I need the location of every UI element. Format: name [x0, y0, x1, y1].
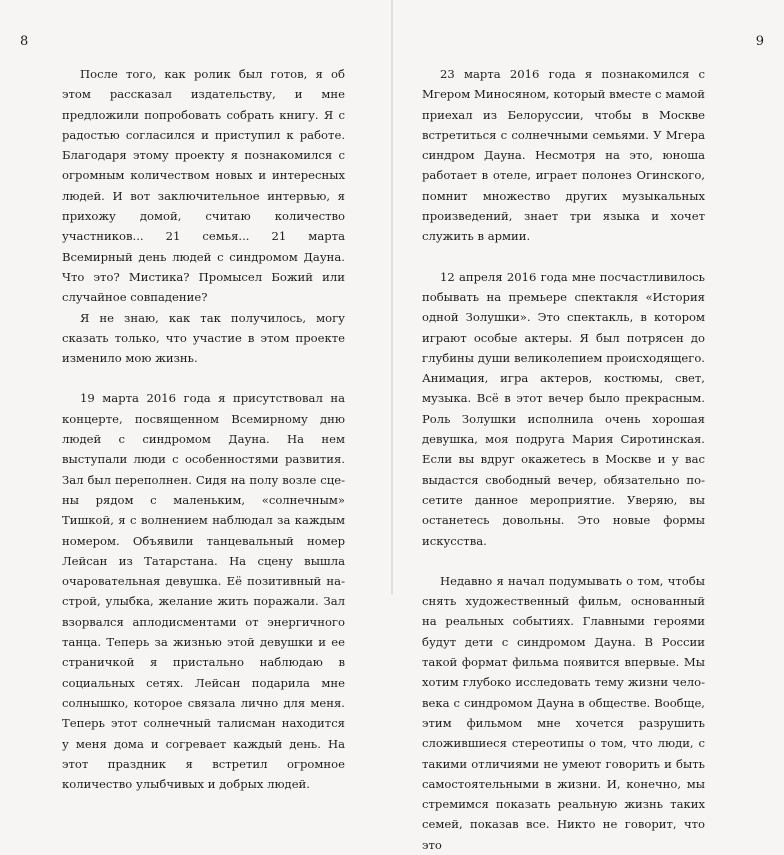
paragraph: 23 марта 2016 года я познакомился с Мгером Миносяном, который вместе с мамой приехал из Белоруссии, чтобы в Москве встретиться с солнечными семьями. У Мгера синдром Дауна. Несмотря на это, юноша работает в отеле, играет полонез Огинского, помнит множество других музыкальных произведений, знает три языка и хочет служить в армии.	[422, 67, 705, 244]
paragraph: 12 апреля 2016 года мне посчастливилось побывать на премьере спектакля «История одной Золушки». Это спектакль, в котором играют особые актеры. Я был потрясен до глубины души великолепием происходящего. Анимация, игра актеров, костюмы, свет, музыка. Всё в этот вечер было прекрасным. Роль Золушки исполнила очень хорошая девушка, моя подруга Мария Сиротинская. Если вы вдруг окажетесь в Москве и у вас выдастся свободный вечер, обязательно посетите данное мероприятие. Уверяю, вы останетесь довольны. Это новые формы искусства.	[422, 269, 705, 548]
page-number-right: 9	[755, 34, 764, 49]
left-page	[0, 0, 392, 792]
paragraph: Я не знаю, как так получилось, могу сказать только, что участие в этом проекте изменило мою жизнь.	[62, 310, 345, 366]
paragraph: Недавно я начал подумывать о том, чтобы снять художественный фильм, основанный на реальных событиях. Главными героями будут дети с синдромом Дауна. В России такой формат фильма появится впервые. Мы хотим глубоко исследовать тему жизни человека с синдромом Дауна в обществе. Вообще, этим фильмом мне хочется разрушить сложившиеся стереотипы о том, что люди, с такими отличиями не умеют говорить и быть самостоятельными в жизни. И, конечно, мы стремимся показать реальную жизнь таких семей, показав все. Никто не говорит, что это	[422, 573, 705, 852]
page-number-left: 8	[20, 34, 29, 49]
paragraph: 19 марта 2016 года я присутствовал на концерте, посвященном Всемирному дню людей с синдромом Дауна. На нем выступали люди с особенностями развития. Зал был переполнен. Сидя на полу возле сцены рядом с маленьким, «солнечным» Тишкой, я с волнением наблюдал за каждым номером. Объявили танцевальный номер Лейсан из Татарстана. На сцену вышла очаровательная девушка. Её позитивный настрой, улыбка, желание жить поражали. Зал взорвался аплодисментами от энергичного танца. Теперь за жизнью этой девушки и ее страничкой я пристально наблюдаю в социальных сетях. Лейсан подарила мне солнышко, которое связала лично для меня. Теперь этот солнечный талисман находится у меня дома и согревает каждый день. На этот праздник я встретил огромное количество улыбчивых и добрых людей.	[62, 391, 345, 792]
right-text-column	[422, 64, 705, 855]
right-page	[392, 0, 784, 852]
left-text-column	[62, 64, 345, 794]
paragraph: После того, как ролик был готов, я об этом рассказал издательству, и мне предложили попробовать собрать книгу. Я с радостью согласился и приступил к работе. Благодаря этому проекту я познакомился с огромным количеством новых и интересных людей. И вот заключительное интервью, я прихожу домой, считаю количество участников... 21 семья... 21 марта Всемирный день людей с синдромом Дауна. Что это? Мистика? Промысел Божий или случайное совпадение?	[62, 67, 345, 305]
